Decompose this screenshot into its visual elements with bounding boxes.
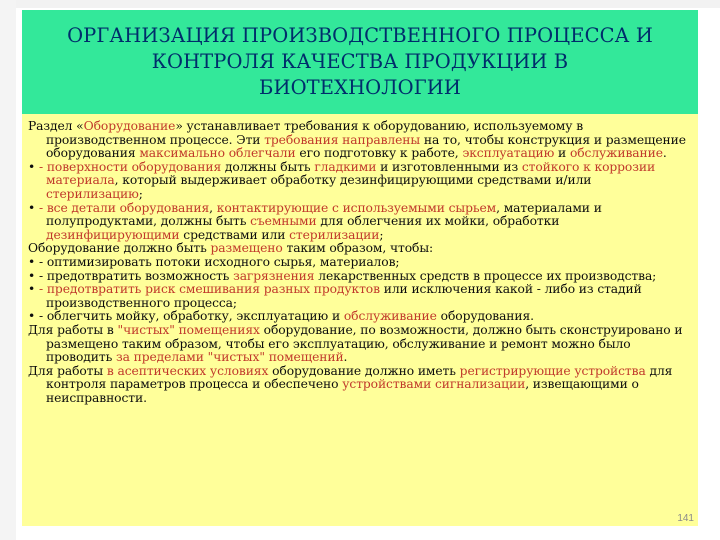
highlight-run: стойкого к коррозии материала xyxy=(46,159,656,188)
text-run: - оптимизировать потоки исходного сырья, материалов; xyxy=(35,254,400,269)
slide-body xyxy=(22,114,698,526)
text-run: оборудование, по возможности, должно быть сконструировано и размещено таким образом, чтобы его эксплуатацию, обслуживание и ремонт можно было проводить xyxy=(46,322,683,365)
highlight-run: регистрирующие устройства xyxy=(459,363,646,378)
left-margin-stripe xyxy=(0,0,16,540)
highlight-run: эксплуатацию xyxy=(462,146,555,161)
text-run: лекарственных средств в процессе их производства; xyxy=(314,268,657,283)
text-run: Для работы в xyxy=(28,322,118,337)
text-run: для контроля параметров процесса и обеспечено xyxy=(46,363,673,392)
bullet-item-contamination xyxy=(28,270,688,284)
paragraph-equipment-section xyxy=(28,120,688,161)
highlight-run: съемными xyxy=(250,214,317,229)
text-run: , xyxy=(209,200,217,215)
text-run: » устанавливает требования к оборудованию, используемому в производственном процессе. Эти xyxy=(46,119,584,147)
slide-title xyxy=(22,10,698,114)
highlight-run: стерилизацию xyxy=(46,186,139,201)
paragraph-clean-rooms xyxy=(28,324,688,365)
highlight-run: загрязнения xyxy=(233,268,315,283)
title-line-3: БИОТЕХНОЛОГИИ xyxy=(259,76,461,99)
text-run: на то, чтобы конструкция и размещение оборудования xyxy=(46,132,686,161)
highlight-run: за пределами "чистых" помещений xyxy=(115,350,344,365)
bullet-marker: • xyxy=(28,254,36,269)
text-run: ; xyxy=(379,227,384,242)
paragraph-aseptic xyxy=(28,365,688,406)
text-run: , материалами и полупродуктами, должны быть xyxy=(46,200,602,229)
bullet-item-surfaces xyxy=(28,161,688,202)
top-margin-stripe xyxy=(0,0,720,8)
highlight-run: в асептических условиях xyxy=(106,363,269,378)
text-run: Оборудование должно быть xyxy=(28,241,211,256)
text-run: или исключения какой - либо из стадий производственного процесса; xyxy=(46,282,642,310)
text-run: . xyxy=(662,146,667,161)
text-run: должны быть xyxy=(221,159,315,174)
text-run: , извещающими о неисправности. xyxy=(46,377,639,405)
title-line-1: ОРГАНИЗАЦИЯ ПРОИЗВОДСТВЕННОГО ПРОЦЕССА И xyxy=(67,24,653,47)
bullet-marker: • xyxy=(28,309,36,324)
text-run: таким образом, чтобы: xyxy=(282,241,434,256)
bullet-marker: • xyxy=(28,200,36,215)
bullet-item-cleaning xyxy=(28,310,688,324)
highlight-run: - предотвратить риск смешивания разных продуктов xyxy=(35,282,380,297)
highlight-run: стерилизации xyxy=(289,227,380,242)
text-run: Для работы xyxy=(28,363,107,378)
paragraph-placement xyxy=(28,242,688,256)
highlight-run: устройствами сигнализации xyxy=(342,377,526,392)
text-run: ; xyxy=(138,186,143,201)
text-run: и изготовленными из xyxy=(376,159,522,174)
highlight-run: гладкими xyxy=(314,159,377,174)
highlight-run: дезинфицирующими xyxy=(46,227,180,242)
bullet-item-mixing xyxy=(28,283,688,310)
text-run: - облегчить мойку, обработку, эксплуатацию и xyxy=(35,309,344,324)
highlight-run: обслуживание xyxy=(343,309,437,324)
text-run: Раздел « xyxy=(28,119,84,133)
highlight-run: "чистых" помещениях xyxy=(117,322,260,337)
highlight-run: требования направлены xyxy=(264,132,421,147)
text-run: . xyxy=(343,350,348,365)
bullet-item-parts xyxy=(28,202,688,243)
page-number: 141 xyxy=(677,513,694,524)
bullet-item-optimize xyxy=(28,256,688,270)
title-line-2: КОНТРОЛЯ КАЧЕСТВА ПРОДУКЦИИ В xyxy=(151,50,569,73)
text-run: его подготовку к работе, xyxy=(295,146,463,161)
text-run: оборудование должно иметь xyxy=(268,363,460,378)
highlight-run: - все детали оборудования xyxy=(35,200,210,215)
text-run: - предотвратить возможность xyxy=(35,268,234,283)
bullet-marker: • xyxy=(28,282,36,297)
highlight-run: контактирующие с используемыми сырьем xyxy=(216,200,497,215)
text-run: и xyxy=(554,146,570,161)
bullet-marker: • xyxy=(28,159,36,174)
highlight-run: обслуживание xyxy=(569,146,663,161)
highlight-run: размещено xyxy=(210,241,283,256)
bullet-marker: • xyxy=(28,268,36,283)
highlight-run: - поверхности оборудования xyxy=(35,159,222,174)
text-run: оборудования. xyxy=(436,309,534,324)
highlight-run: Оборудование xyxy=(83,119,176,133)
text-run: средствами или xyxy=(179,227,290,242)
highlight-run: максимально облегчали xyxy=(139,146,296,161)
text-run: , который выдерживает обработку дезинфицирующими средствами и/или xyxy=(114,173,592,188)
text-run: для облегчения их мойки, обработки xyxy=(316,214,560,229)
